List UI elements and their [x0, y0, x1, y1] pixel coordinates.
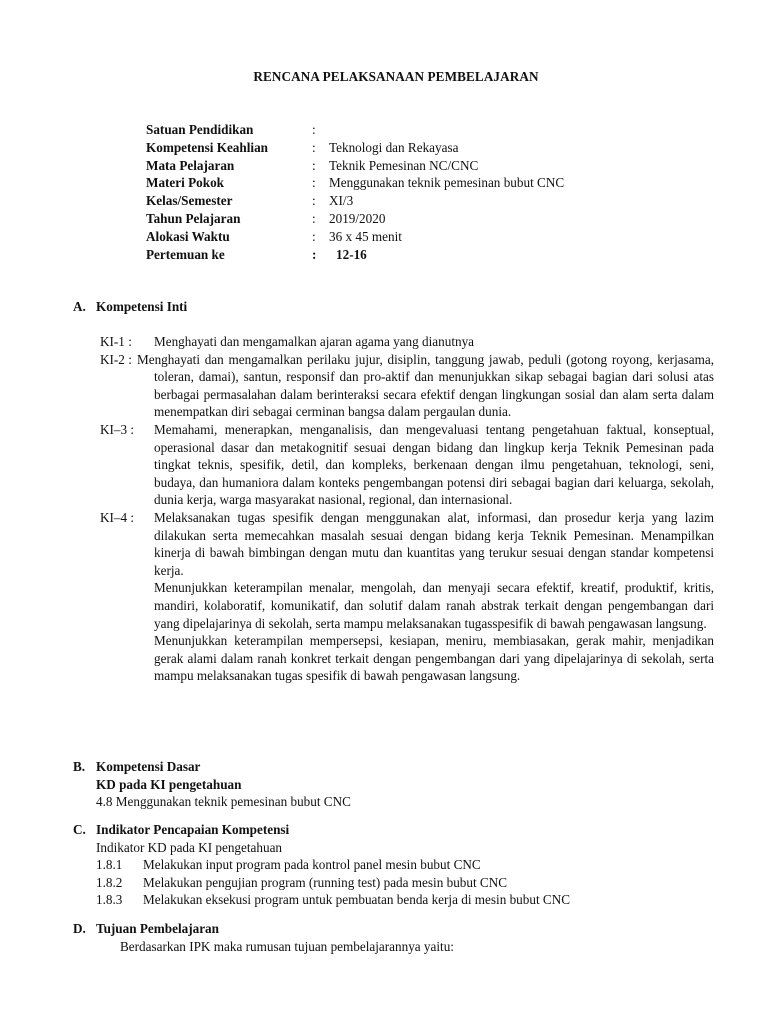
ki-code: KI-2 : [100, 351, 132, 367]
section-letter: B. [73, 759, 86, 774]
ki-item [100, 333, 714, 351]
ki-paragraph: Menunjukkan keterampilan menalar, mengolah, dan menyaji secara efektif, kreatif, produktif, kritis, mandiri, kolaboratif, komunikatif, dan solutif dalam ranah abstrak terkait dengan pengembangan dari yang dipelajarinya di sekolah, serta mampu melaksanakan tugasspesifik di bawah pengawasan langsung. [154, 580, 714, 631]
identity-label: Satuan Pendidikan [146, 122, 254, 137]
identity-table [146, 121, 666, 263]
ki-paragraph: Menunjukkan keterampilan mempersepsi, kesiapan, meniru, membiasakan, gerak mahir, menjadikan gerak alami dalam ranah konkret terkait dengan pengembangan dari yang dipelajarinya di sekolah, serta mampu melaksanakan tugas spesifik di bawah pengawasan langsung. [154, 633, 714, 684]
identity-row [146, 139, 666, 157]
identity-row [146, 246, 666, 264]
identity-value: 2019/2020 [329, 210, 386, 226]
identity-separator: : [312, 122, 316, 137]
ki-body [154, 333, 714, 351]
ki-paragraph: Memahami, menerapkan, menganalisis, dan mengevaluasi tentang pengetahuan faktual, konseptual, operasional dasar dan metakognitif sesuai dengan bidang dan lingkup kerja Teknik Pemesinan pada tingkat teknis, spesifik, detil, dan kompleks, berkenaan dengan ilmu pengetahuan, teknologi, seni, budaya, dan humaniora dalam konteks pengembangan potensi diri sebagai bagian dari keluarga, sekolah, dunia kerja, warga masyarakat nasional, regional, dan internasional. [154, 421, 714, 508]
section-tujuan [73, 920, 723, 955]
section-title: Tujuan Pembelajaran [96, 921, 219, 936]
identity-label: Tahun Pelajaran [146, 210, 241, 226]
indicator-item [96, 856, 723, 874]
ki-code: KI-1 : [100, 334, 132, 349]
tujuan-text: Berdasarkan IPK maka rumusan tujuan pembelajarannya yaitu: [120, 938, 454, 954]
indicator-item [96, 891, 723, 909]
identity-separator: : [312, 193, 316, 209]
section-title: Kompetensi Dasar [96, 759, 201, 774]
indicator-number: 1.8.1 [96, 857, 123, 873]
ki-body [137, 351, 714, 421]
identity-row [146, 174, 666, 192]
identity-value: Menggunakan teknik pemesinan bubut CNC [329, 175, 565, 191]
identity-label: Materi Pokok [146, 175, 225, 191]
ki-code: KI–4 : [100, 509, 135, 525]
identity-label: Mata Pelajaran [146, 157, 235, 173]
indicator-text: Melakukan pengujian program (running test) pada mesin bubut CNC [143, 874, 508, 890]
identity-separator: : [312, 228, 316, 244]
ki-body [154, 509, 714, 685]
identity-row [146, 228, 666, 246]
ki-item [100, 421, 714, 509]
identity-row [146, 192, 666, 210]
identity-row [146, 157, 666, 175]
section-letter: C. [73, 822, 86, 837]
identity-separator: : [312, 246, 317, 262]
identity-row [146, 210, 666, 228]
ki-item [100, 351, 714, 421]
section-kompetensi-inti-heading [73, 298, 723, 316]
section-heading [73, 758, 723, 776]
ki-paragraph: Melaksanakan tugas spesifik dengan menggunakan alat, informasi, dan prosedur kerja yang lazim dilakukan serta memecahkan masalah sesuai dengan bidang kerja Teknik Pemesinan. Menampilkan kinerja di bawah bimbingan dengan mutu dan kuantitas yang terukur sesuai dengan standar kompetensi kerja. [154, 509, 714, 578]
indicator-list [96, 856, 723, 909]
section-subheading: KD pada KI pengetahuan [96, 776, 242, 792]
section-letter: A. [73, 299, 86, 314]
section-indikator [73, 821, 723, 909]
ki-body [154, 421, 714, 509]
section-heading [73, 920, 723, 938]
identity-label: Kelas/Semester [146, 193, 233, 209]
identity-separator: : [312, 210, 316, 226]
indicator-number: 1.8.3 [96, 892, 123, 908]
identity-label: Pertemuan ke [146, 246, 225, 262]
section-letter: D. [73, 921, 86, 936]
indicator-number: 1.8.2 [96, 874, 123, 890]
identity-separator: : [312, 175, 316, 191]
section-subheading: Indikator KD pada KI pengetahuan [96, 839, 283, 855]
section-title: Indikator Pencapaian Kompetensi [96, 822, 290, 837]
ki-item [100, 509, 714, 685]
identity-value: Teknik Pemesinan NC/CNC [329, 157, 479, 173]
kompetensi-inti-list [100, 333, 714, 685]
identity-value: XI/3 [329, 193, 354, 209]
section-kompetensi-dasar [73, 758, 723, 811]
identity-row [146, 121, 666, 139]
identity-separator: : [312, 139, 316, 155]
document-title: RENCANA PELAKSANAAN PEMBELAJARAN [253, 69, 539, 84]
identity-label: Alokasi Waktu [146, 228, 230, 244]
identity-value: 36 x 45 menit [329, 228, 402, 244]
kd-item: 4.8 Menggunakan teknik pemesinan bubut CNC [96, 794, 351, 810]
indicator-text: Melakukan eksekusi program untuk pembuatan benda kerja di mesin bubut CNC [143, 892, 571, 908]
section-heading [73, 298, 723, 316]
identity-separator: : [312, 157, 316, 173]
identity-label: Kompetensi Keahlian [146, 139, 268, 155]
section-title: Kompetensi Inti [96, 299, 188, 314]
identity-value: 12-16 [336, 246, 367, 262]
indicator-text: Melakukan input program pada kontrol panel mesin bubut CNC [143, 857, 481, 873]
ki-paragraph: Menghayati dan mengamalkan ajaran agama yang dianutnya [154, 334, 475, 349]
ki-paragraph: Menghayati dan mengamalkan perilaku jujur, disiplin, tanggung jawab, peduli (gotong royong, kerjasama, toleran, damai), santun, responsif dan pro-aktif dan menunjukkan sikap sebagai bagian dari solusi atas berbagai permasalahan dalam berinteraksi secara efektif dengan lingkungan sosial dan alam serta dalam menempatkan diri sebagai cerminan bangsa dalam pergaulan dunia. [137, 351, 714, 420]
identity-value: Teknologi dan Rekayasa [329, 139, 459, 155]
indicator-item [96, 874, 723, 892]
ki-code: KI–3 : [100, 421, 135, 437]
section-heading [73, 821, 723, 839]
